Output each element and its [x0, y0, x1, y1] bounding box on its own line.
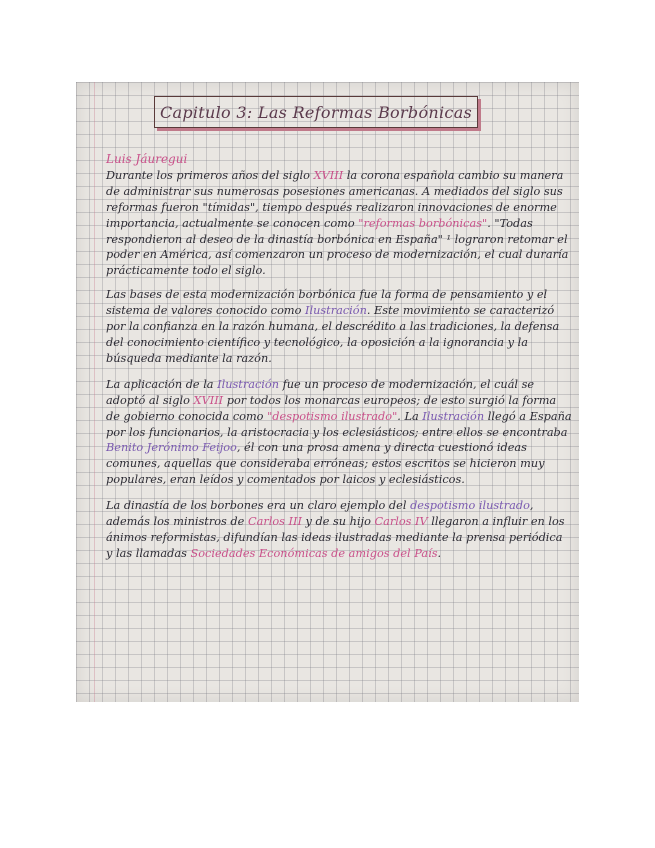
- text-segment: por todos los monarcas europeos; de esto surgió la forma de gobierno conocida como: [106, 393, 557, 423]
- notebook-page: [76, 82, 579, 702]
- text-segment: llegó a España por los funcionarios, la aristocracia y los eclesiásticos; entre ellos se encontraba: [106, 409, 572, 439]
- highlighted-text: Ilustración: [217, 377, 279, 391]
- margin-line: [94, 82, 95, 702]
- text-segment: . La: [397, 409, 423, 423]
- title-box: [154, 96, 478, 128]
- text-segment: Durante los primeros años del siglo: [106, 168, 314, 182]
- author-name: Luis Jáuregui: [106, 152, 188, 166]
- paragraph-4: [106, 498, 572, 562]
- text-segment: . "Todas respondieron al deseo de la dinastía borbónica en España" ¹ lograron retomar el poder en América, así comenzaron un proceso de modernización, el cual duraría prácticamente todo el siglo.: [106, 216, 569, 278]
- highlighted-text: Sociedades Económicas de amigos del País: [190, 546, 438, 560]
- text-segment: la corona española cambio su manera de administrar sus numerosas posesiones americanas. A mediados del siglo sus reformas fueron "tímidas", tiempo después realizaron innovaciones de enorme importancia, actualmente se conocen como: [106, 168, 564, 230]
- text-segment: , él con una prosa amena y directa cuestionó ideas comunes, aquellas que consideraba erróneas; estos escritos se hicieron muy populares, eran leídos y comentados por laicos y eclesiásticos.: [106, 441, 545, 487]
- text-segment: . Este movimiento se caracterizó por la confianza en la razón humana, el descrédito a las tradiciones, la defensa del conocimiento científico y tecnológico, la oposición a la ignorancia y la búsqueda mediante la razón.: [106, 304, 560, 365]
- highlighted-text: Benito Jerónimo Feijoo: [106, 441, 237, 455]
- highlighted-text: despotismo ilustrado: [410, 499, 530, 513]
- highlighted-text: XVIII: [313, 168, 344, 182]
- highlighted-text: Carlos III: [247, 515, 302, 529]
- highlighted-text: "reformas borbónicas": [358, 216, 488, 230]
- text-segment: y de su hijo: [301, 515, 375, 529]
- highlighted-text: Ilustración: [422, 409, 485, 423]
- text-segment: llegaron a influir en los ánimos reformistas, difundían las ideas ilustradas mediante la prensa periódica y las llamadas: [106, 515, 565, 560]
- text-segment: .: [437, 546, 442, 560]
- paragraph-2: [106, 287, 572, 367]
- text-segment: Las bases de esta modernización borbónica fue la forma de pensamiento y el sistema de valores conocido como: [106, 288, 548, 318]
- paragraph-1: [106, 168, 572, 279]
- text-segment: La aplicación de la: [106, 377, 218, 391]
- text-segment: La dinastía de los borbones era un claro ejemplo del: [106, 499, 411, 513]
- notes-body: [106, 152, 572, 570]
- highlighted-text: XVIII: [193, 393, 224, 407]
- text-segment: , además los ministros de: [106, 499, 534, 529]
- highlighted-text: Ilustración: [305, 304, 367, 318]
- paragraph-3: [106, 377, 572, 488]
- text-segment: fue un proceso de modernización, el cuál se adoptó al siglo: [106, 377, 535, 407]
- highlighted-text: Carlos IV: [374, 515, 428, 529]
- chapter-title: Capitulo 3: Las Reformas Borbónicas: [159, 102, 473, 122]
- highlighted-text: "despotismo ilustrado": [267, 409, 398, 423]
